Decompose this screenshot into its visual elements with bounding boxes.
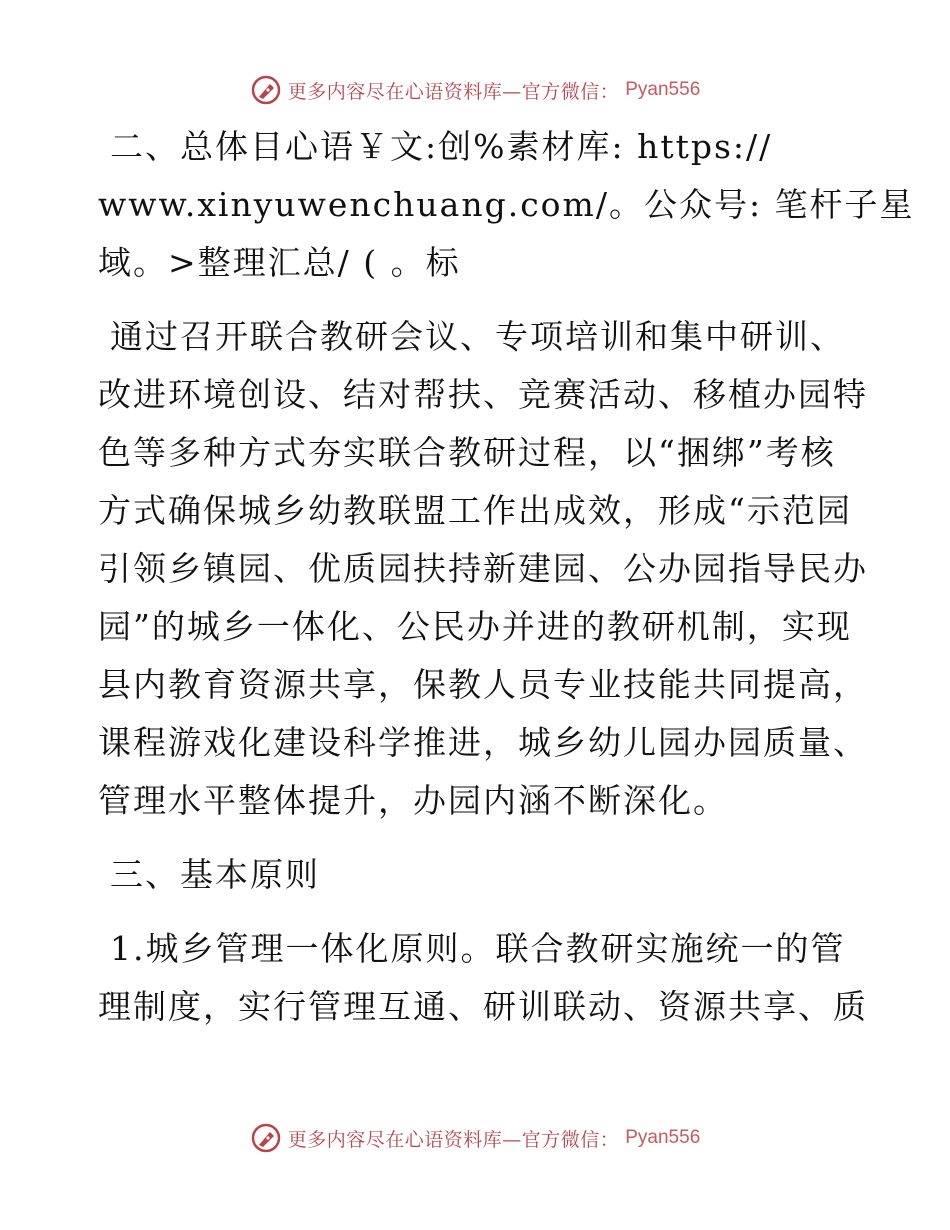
body-line: 管理水平整体提升，办园内涵不断深化。 — [98, 781, 728, 820]
section-2-title-line: www.xinyuwenchuang.com/。公众号: 笔杆子星 — [98, 185, 915, 224]
section-2-body — [98, 308, 868, 830]
section-2-title-line: 二、总体目心语￥文:创%素材库: https:// — [110, 127, 773, 166]
watermark-wechat-id: Pyan556 — [625, 1127, 701, 1148]
body-line: 县内教育资源共享，保教人员专业技能共同提高， — [98, 665, 868, 704]
pen-nib-circle-icon — [250, 74, 282, 106]
pen-nib-circle-icon — [250, 1122, 282, 1154]
body-line: 1.城乡管理一体化原则。联合教研实施统一的管 — [110, 929, 846, 968]
body-line: 色等多种方式夯实联合教研过程，以“捆绑”考核 — [98, 433, 836, 472]
principle-1 — [98, 920, 868, 1036]
body-line: 方式确保城乡幼教联盟工作出成效，形成“示范园 — [98, 491, 852, 530]
section-3-title — [98, 846, 858, 904]
body-line: 引领乡镇园、优质园扶持新建园、公办园指导民办 — [98, 549, 868, 588]
body-line: 通过召开联合教研会议、专项培训和集中研训、 — [110, 317, 845, 356]
body-line: 理制度，实行管理互通、研训联动、资源共享、质 — [98, 987, 868, 1026]
body-line: 园”的城乡一体化、公民办并进的教研机制，实现 — [98, 607, 852, 646]
header-watermark — [0, 74, 950, 106]
footer-watermark — [0, 1122, 950, 1154]
watermark-text: 更多内容尽在心语资料库—官方微信： — [287, 80, 620, 103]
watermark-wechat-id: Pyan556 — [625, 79, 701, 100]
body-line: 课程游戏化建设科学推进，城乡幼儿园办园质量、 — [98, 723, 868, 762]
watermark-text: 更多内容尽在心语资料库—官方微信： — [287, 1128, 620, 1151]
body-line: 改进环境创设、结对帮扶、竞赛活动、移植办园特 — [98, 375, 868, 414]
section-3-title-text: 三、基本原则 — [110, 855, 320, 894]
document-body — [98, 118, 915, 1052]
section-2-title — [98, 118, 915, 292]
section-2-title-line: 域。>整理汇总/ ( 。标 — [98, 243, 461, 282]
